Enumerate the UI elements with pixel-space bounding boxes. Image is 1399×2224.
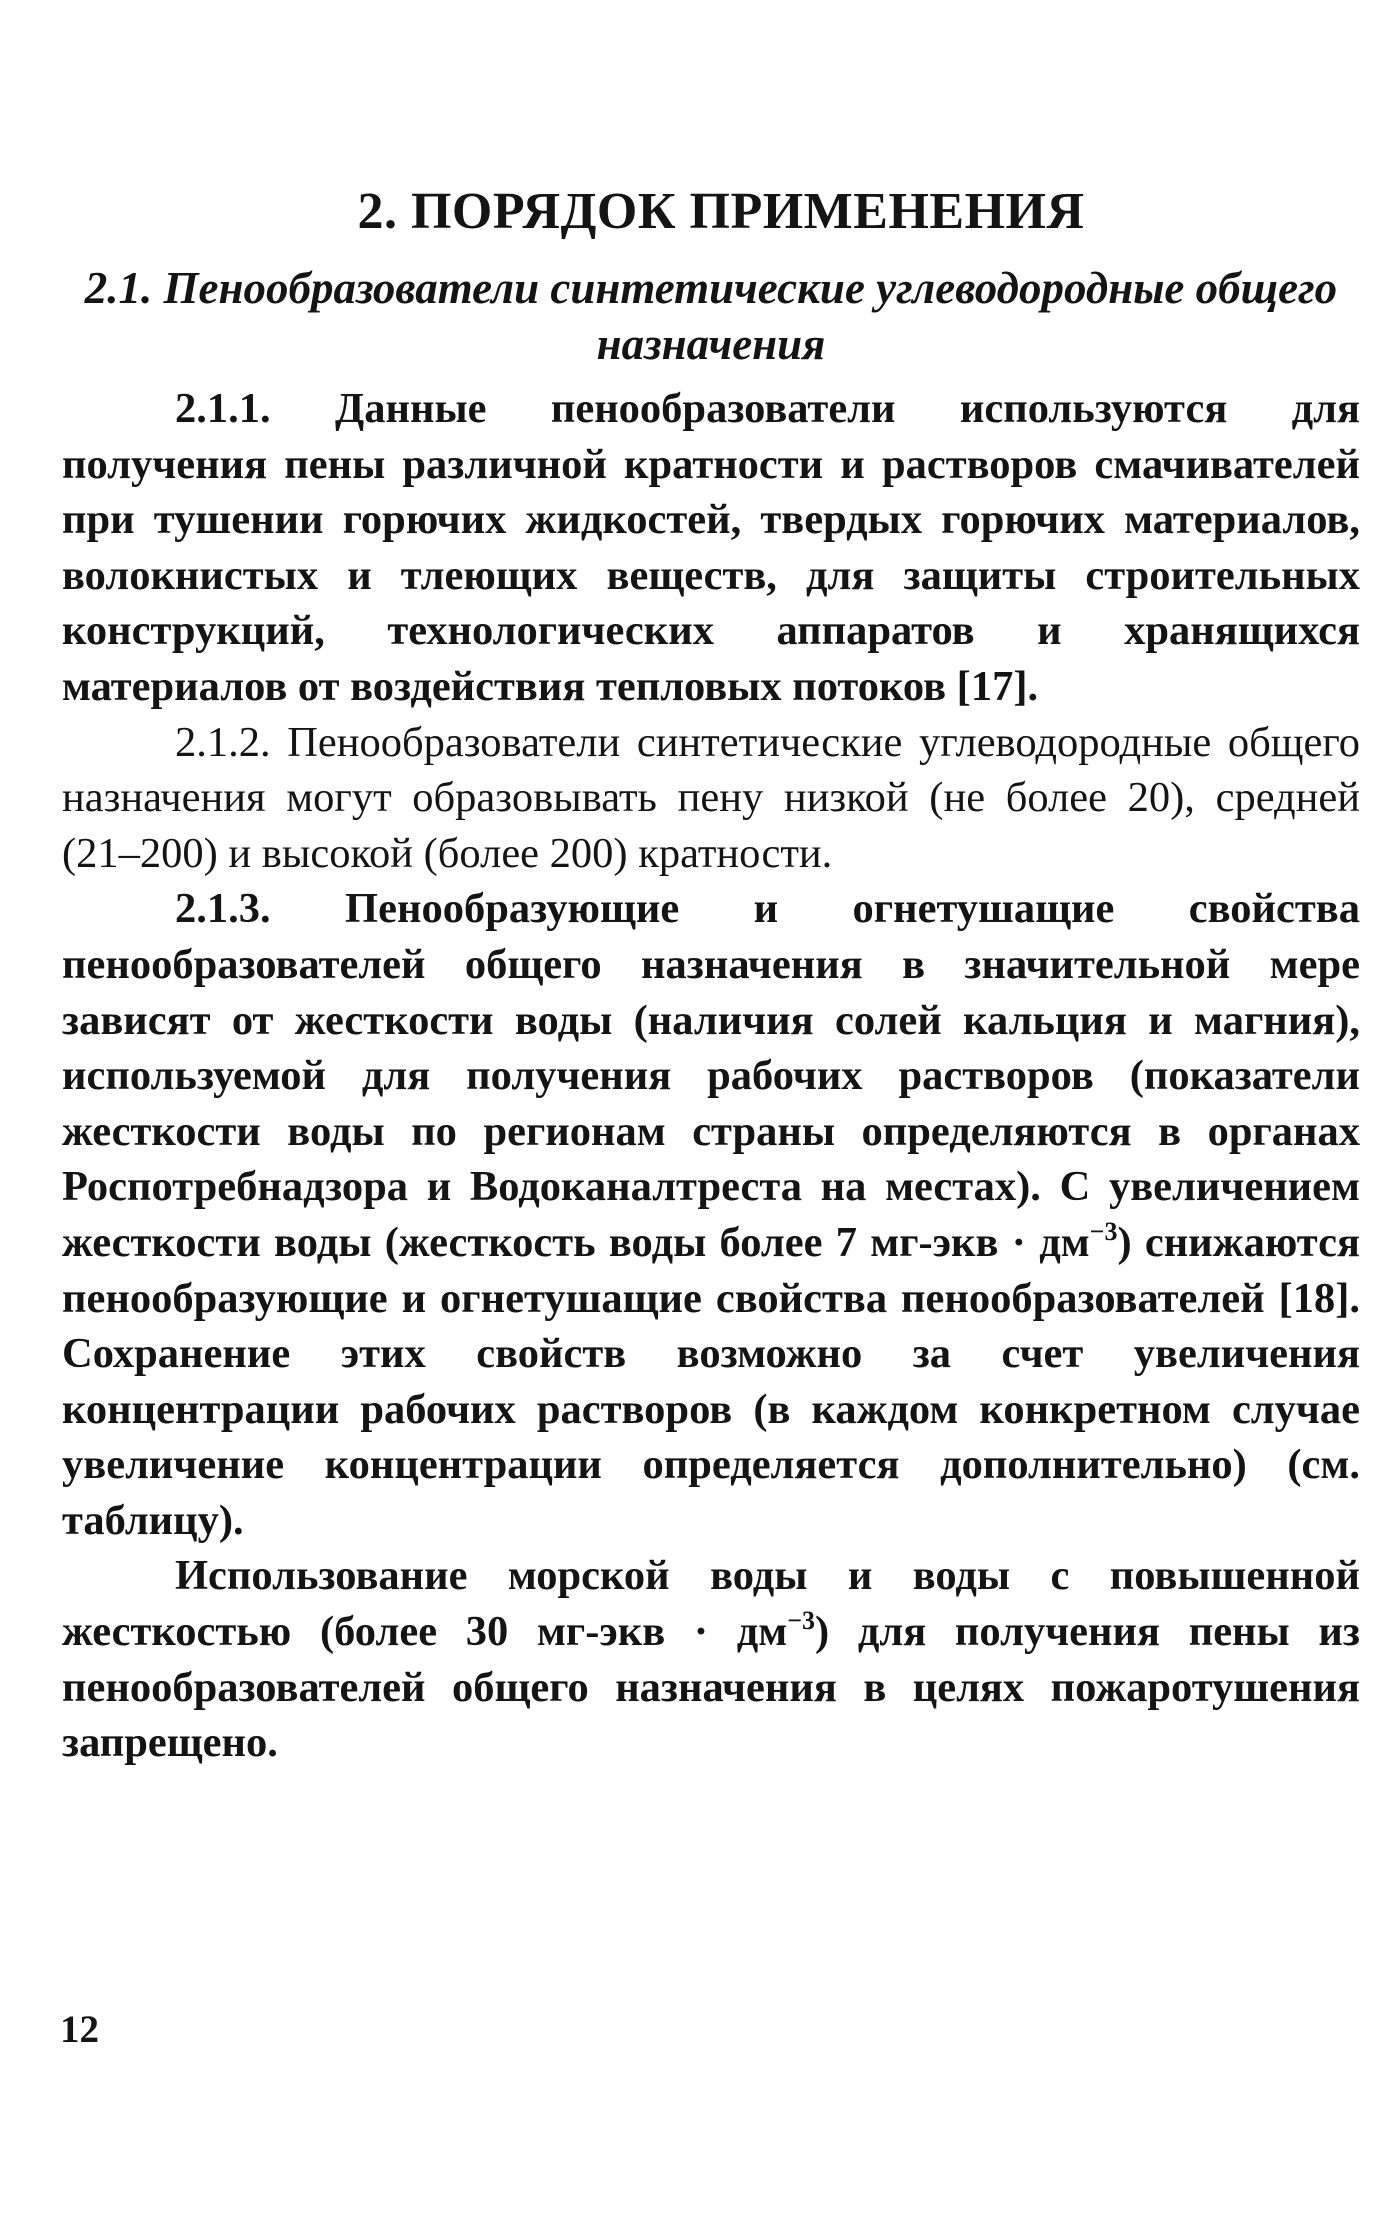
paragraph-sea-water-text-end: ) для получения пены из пенообразователей общего назначения в целях пожаротушения запрещено. bbox=[62, 1608, 1360, 1767]
paragraph-2-1-3 bbox=[62, 881, 1360, 1548]
page-number: 12 bbox=[60, 2008, 99, 2051]
paragraph-2-1-2: 2.1.2. Пенообразователи синтетические углеводородные общего назначения могут образовывать пену низкой (не более 20), средней (21–200) и высокой (более 200) кратности. bbox=[62, 718, 1360, 877]
paragraph-2-1-3-text-end: ) снижаются пенообразующие и огнетушащие свойства пенообразователей [18]. Сохранение этих свойств возможно за счет увеличения концентрации рабочих растворов (в каждом конкретном случае увеличение концентрации определяется дополнительно) (см. таблицу). bbox=[62, 1218, 1360, 1544]
document-page bbox=[62, 180, 1360, 1771]
paragraph-2-1-1: 2.1.1. Данные пенообразователи используются для получения пены различной кратности и растворов смачивателей при тушении горючих жидкостей, твердых горючих материалов, волокнистых и тлеющих веществ, для защиты строительных конструкций, технологических аппаратов и хранящихся материалов от воздействия тепловых потоков [17]. bbox=[62, 385, 1360, 710]
paragraph-2-1-3-text-start: 2.1.3. Пенообразующие и огнетушащие свойства пенообразователей общего назначения в значительной мере зависят от жесткости воды (наличия солей кальция и магния), используемой для получения рабочих растворов (показатели жесткости воды по регионам страны определяются в органах Роспотребнадзора и Водоканалтреста на местах). С увеличением жесткости воды (жесткость воды более 7 мг-экв · дм bbox=[62, 885, 1360, 1266]
paragraph-sea-water-text-start: Использование морской воды и воды с повышенной жесткостью (более 30 мг-экв · дм bbox=[62, 1552, 1360, 1656]
paragraph-sea-water bbox=[62, 1548, 1360, 1770]
exponent-minus-3: −3 bbox=[1089, 1216, 1118, 1246]
section-title: 2. ПОРЯДОК ПРИМЕНЕНИЯ bbox=[357, 183, 1085, 240]
subsection-title: 2.1. Пенообразователи синтетические углеводородные общего назначения bbox=[84, 263, 1338, 369]
exponent-minus-3: −3 bbox=[787, 1606, 816, 1636]
